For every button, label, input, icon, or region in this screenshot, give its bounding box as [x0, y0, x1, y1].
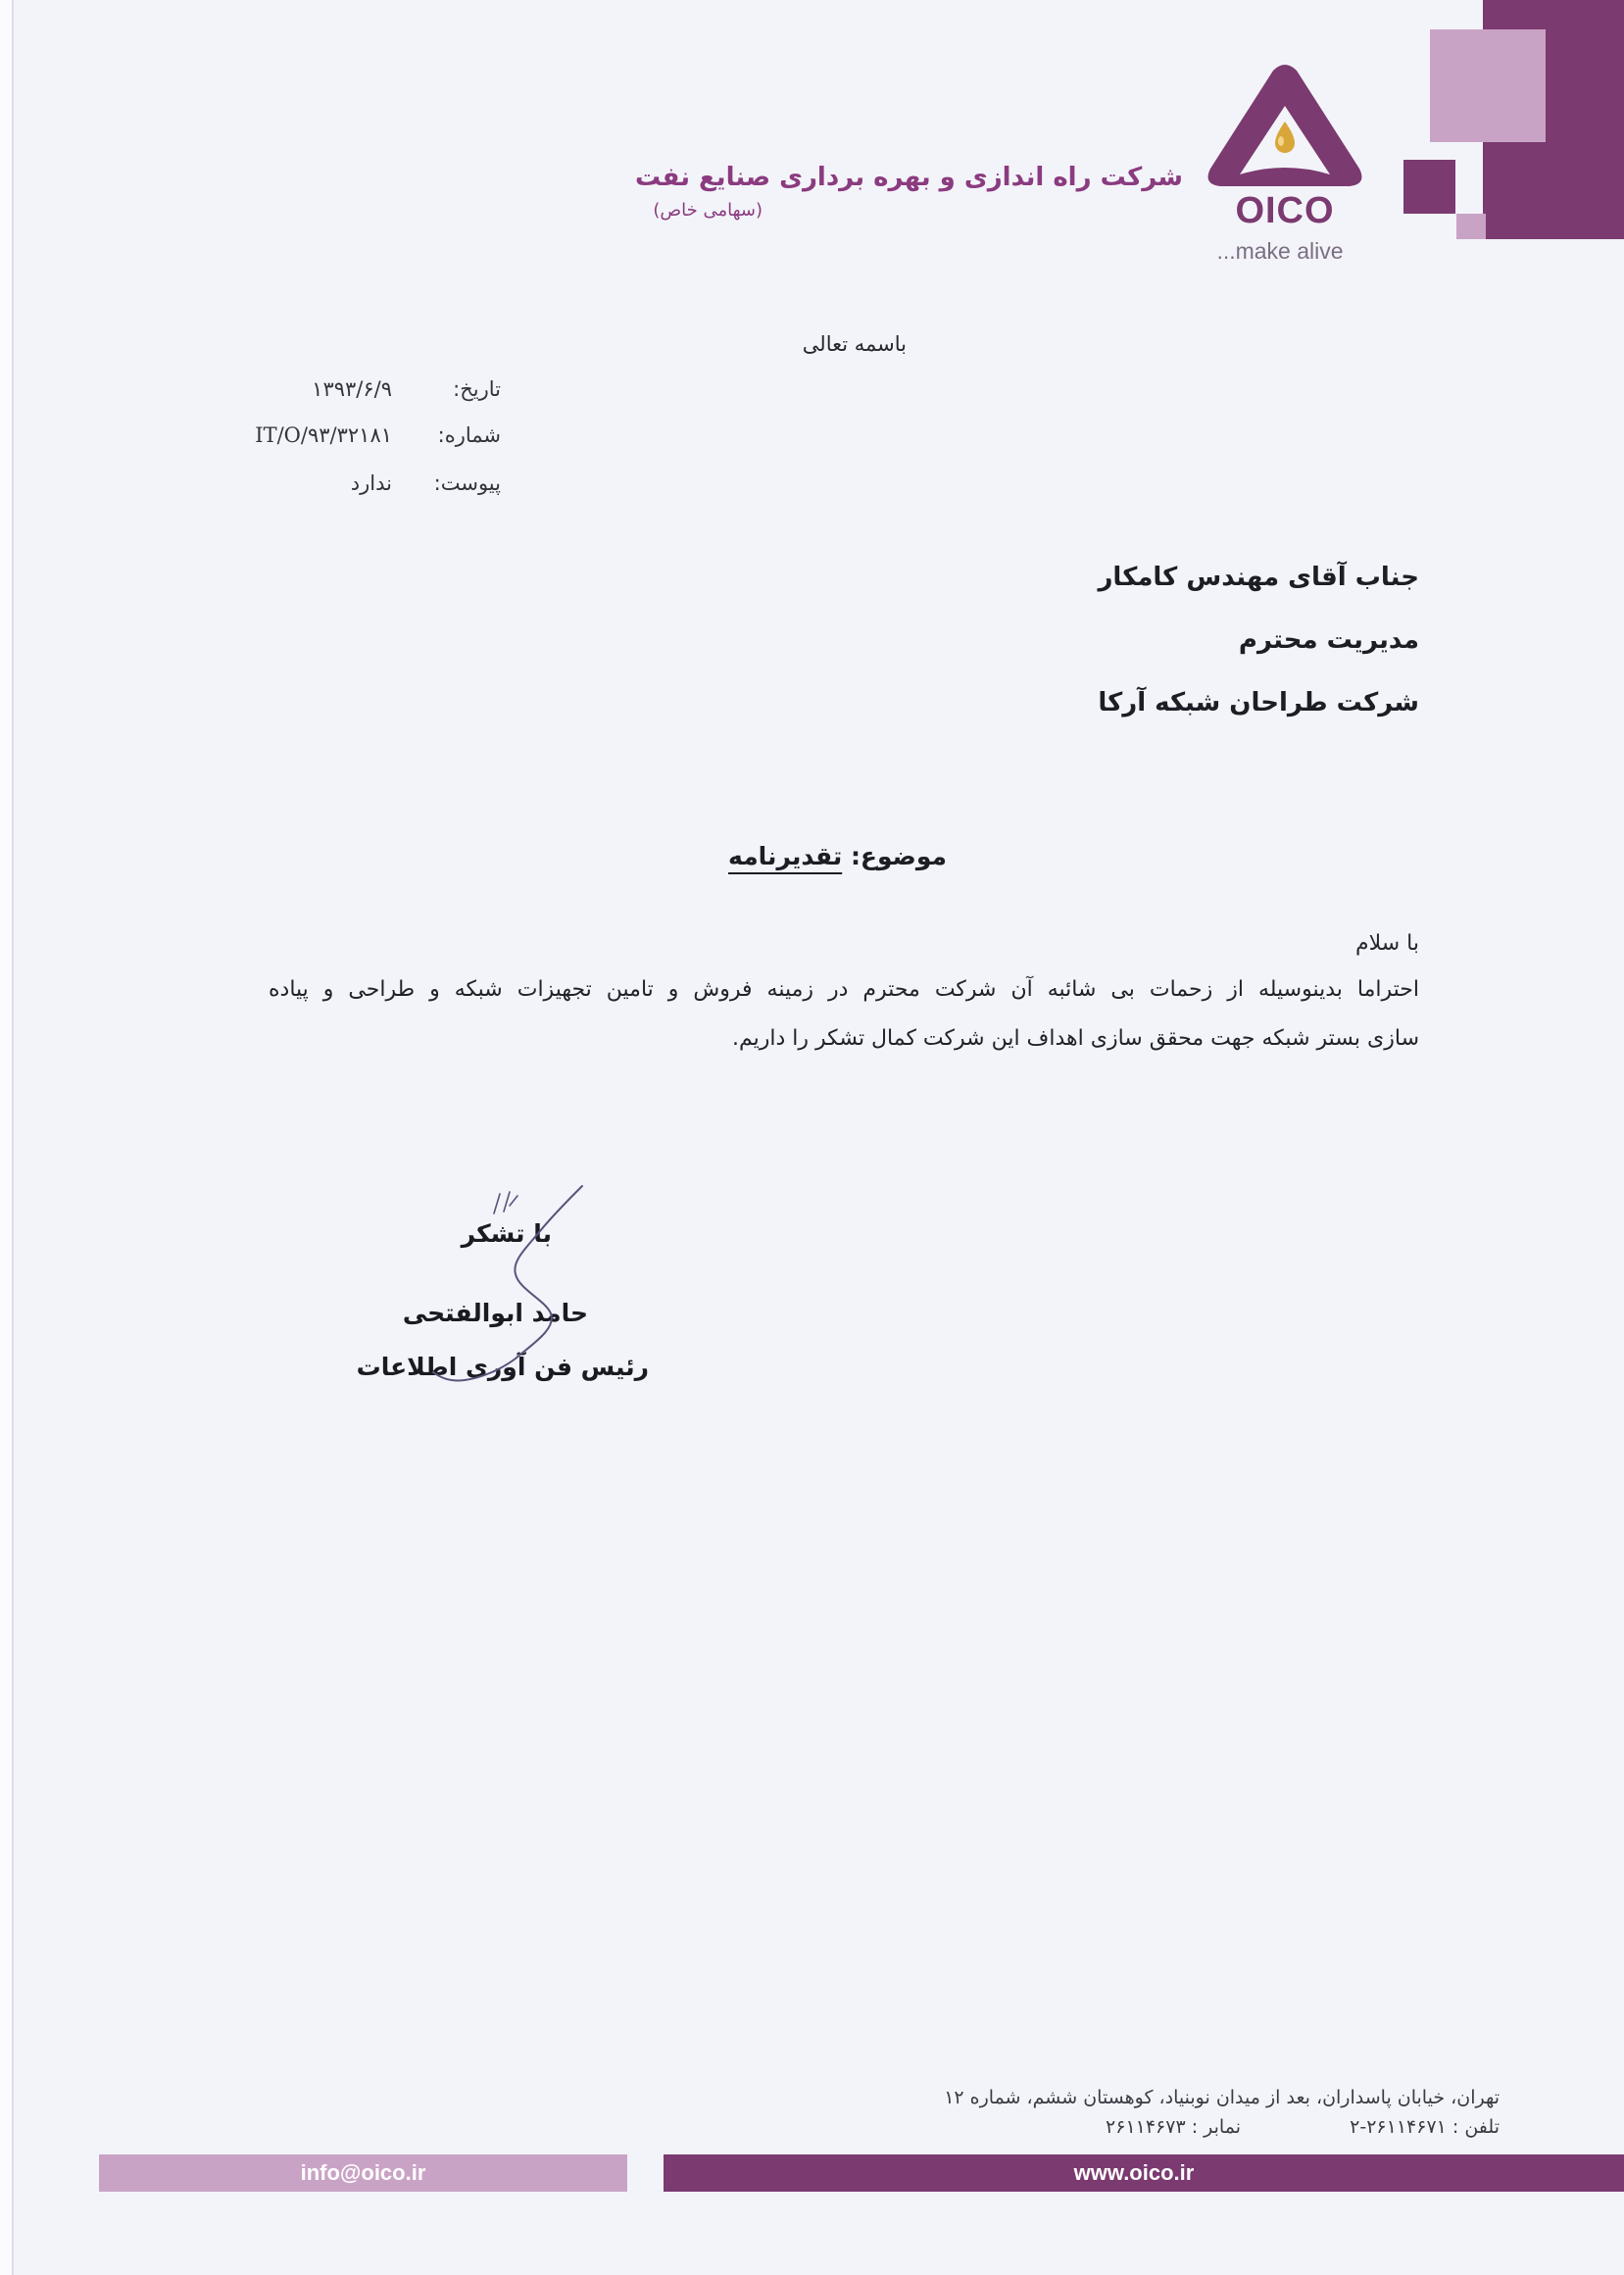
footer-website-bar	[664, 2154, 1624, 2192]
body-line: سازی بستر شبکه جهت محقق سازی اهداف این شرکت کمال تشکر را داریم.	[732, 1026, 1419, 1051]
decor-square-light-small	[1456, 214, 1486, 239]
meta-value-number: IT/O/۹۳/۳۲۱۸۱	[255, 423, 392, 447]
greeting: با سلام	[1354, 931, 1419, 956]
recipient-line: مدیریت محترم	[1238, 625, 1419, 655]
subject	[728, 839, 947, 874]
slogan: ...make alive	[1216, 238, 1344, 264]
signatory-name: حامد ابوالفتحی	[402, 1299, 588, 1327]
meta-value-date: ۱۳۹۳/۶/۹	[312, 377, 392, 401]
footer-address: تهران، خیابان پاسداران، بعد از میدان نوبنیاد، کوهستان ششم، شماره ۱۲	[944, 2087, 1500, 2108]
footer-email: info@oico.ir	[300, 2160, 426, 2185]
footer-website: www.oico.ir	[1073, 2160, 1195, 2185]
scan-edge	[0, 0, 14, 2275]
footer-phone: تلفن : ۲۶۱۱۴۶۷۱-۲	[1350, 2116, 1500, 2138]
meta-value-attachment: ندارد	[350, 471, 392, 495]
recipient-line: شرکت طراحان شبکه آرکا	[1098, 688, 1419, 717]
meta-label-attachment: پیوست:	[433, 471, 501, 495]
body-line: احتراما بدینوسیله از زحمات بی شائبه آن شرکت محترم در زمینه فروش و تامین تجهیزات شبکه و طراحی و پیاده	[269, 977, 1419, 1002]
decor-square-dark-small	[1403, 160, 1455, 214]
logo-text: OICO	[1235, 190, 1335, 231]
footer-fax: نمابر : ۲۶۱۱۴۶۷۳	[1106, 2116, 1241, 2138]
signature-closing: با تشکر	[461, 1219, 552, 1248]
recipient-line: جناب آقای مهندس کامکار	[1098, 563, 1419, 592]
subject-label: موضوع:	[850, 842, 947, 870]
handwritten-signature	[421, 1176, 617, 1397]
invocation: باسمه تعالی	[802, 332, 907, 356]
company-name: شرکت راه اندازی و بهره برداری صنایع نفت	[635, 163, 1183, 192]
signatory-title: رئیس فن آوری اطلاعات	[356, 1353, 649, 1381]
footer-email-bar	[99, 2154, 627, 2192]
meta-label-date: تاریخ:	[453, 377, 501, 401]
subject-value: تقدیرنامه	[728, 842, 843, 870]
company-type: (سهامی خاص)	[653, 200, 763, 221]
meta-label-number: شماره:	[437, 423, 501, 447]
oico-logo-icon	[1205, 63, 1365, 192]
decor-square-light-large	[1430, 29, 1546, 142]
